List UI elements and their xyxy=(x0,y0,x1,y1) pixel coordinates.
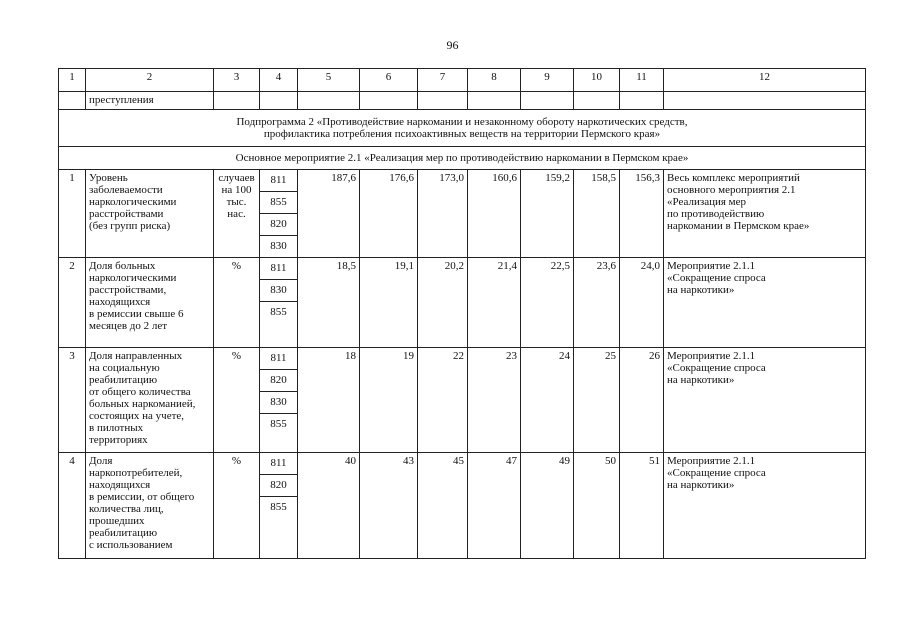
text-line: реабилитацию xyxy=(89,527,158,539)
text-line: Мероприятие 2.1.1 xyxy=(667,350,756,362)
value-cell: 19,1 xyxy=(360,258,418,348)
col-header: 6 xyxy=(360,69,418,92)
text-line: состоящих на учете, xyxy=(89,410,185,422)
text-line: Мероприятие 2.1.1 xyxy=(667,260,756,272)
budget-code: 855 xyxy=(260,192,297,214)
subprogram-heading xyxy=(59,110,866,147)
budget-code: 830 xyxy=(270,240,287,252)
text-line: Доля xyxy=(89,455,113,467)
text-line: основного мероприятия 2.1 xyxy=(667,184,796,196)
value-cell: 21,4 xyxy=(468,258,521,348)
col-header: 2 xyxy=(86,69,214,92)
budget-code: 811 xyxy=(260,348,297,370)
budget-codes xyxy=(260,453,298,559)
subprogram-line-2: профилактика потребления психоактивных веществ на территории Пермского края» xyxy=(263,128,661,140)
col-header: 4 xyxy=(260,69,298,92)
indicator-name xyxy=(86,348,214,453)
carry-over-text: преступления xyxy=(86,92,214,110)
text-line: месяцев до 2 лет xyxy=(89,320,168,332)
subprogram-line-1: Подпрограмма 2 «Противодействие наркомании и незаконному обороту наркотических средств, xyxy=(236,116,688,128)
text-line: наркопотребителей, xyxy=(89,467,183,479)
text-line: нас. xyxy=(227,208,246,220)
col-header: 1 xyxy=(59,69,86,92)
col-header: 7 xyxy=(418,69,468,92)
activity xyxy=(664,348,866,453)
text-line: реабилитацию xyxy=(89,374,158,386)
col-header: 12 xyxy=(664,69,866,92)
text-line: расстройствами xyxy=(89,208,164,220)
value-cell: 19 xyxy=(360,348,418,453)
value-cell: 159,2 xyxy=(521,170,574,258)
row-number: 1 xyxy=(59,170,86,258)
text-line: на социальную xyxy=(89,362,160,374)
text-line: на наркотики» xyxy=(667,284,735,296)
text-line: на наркотики» xyxy=(667,374,735,386)
budget-codes xyxy=(260,170,298,258)
value-cell: 23,6 xyxy=(574,258,620,348)
budget-code: 820 xyxy=(260,475,297,497)
activity xyxy=(664,258,866,348)
text-line: больных наркоманией, xyxy=(89,398,196,410)
text-line: на 100 xyxy=(221,184,252,196)
value-cell: 158,5 xyxy=(574,170,620,258)
col-header: 3 xyxy=(214,69,260,92)
main-activity-heading: Основное мероприятие 2.1 «Реализация мер по противодействию наркомании в Пермском крае» xyxy=(59,147,866,170)
text-line: территориях xyxy=(89,434,148,446)
value-cell: 176,6 xyxy=(360,170,418,258)
budget-codes xyxy=(260,348,298,453)
text-line: количества лиц, xyxy=(89,503,164,515)
indicator-row xyxy=(59,258,866,348)
text-line: находящихся xyxy=(89,296,151,308)
text-line: на наркотики» xyxy=(667,479,735,491)
indicator-name xyxy=(86,453,214,559)
text-line: по противодействию xyxy=(667,208,765,220)
col-header: 8 xyxy=(468,69,521,92)
unit xyxy=(214,453,260,559)
text-line: «Сокращение спроса xyxy=(667,272,766,284)
text-line: в ремиссии, от общего xyxy=(89,491,195,503)
value-cell: 18,5 xyxy=(298,258,360,348)
budget-code: 820 xyxy=(260,214,297,236)
text-line: (без групп риска) xyxy=(89,220,171,232)
code-stack xyxy=(260,258,297,323)
text-line: наркологическими xyxy=(89,272,177,284)
activity xyxy=(664,170,866,258)
main-activity-row xyxy=(59,147,866,170)
value-cell: 20,2 xyxy=(418,258,468,348)
text-line: Доля больных xyxy=(89,260,156,272)
col-header: 11 xyxy=(620,69,664,92)
budget-code: 855 xyxy=(270,418,287,430)
indicator-name xyxy=(86,170,214,258)
code-stack xyxy=(260,170,297,257)
row-number: 3 xyxy=(59,348,86,453)
value-cell: 22,5 xyxy=(521,258,574,348)
value-cell: 47 xyxy=(468,453,521,559)
text-line: «Сокращение спроса xyxy=(667,362,766,374)
value-cell: 24,0 xyxy=(620,258,664,348)
col-header: 10 xyxy=(574,69,620,92)
budget-code: 820 xyxy=(260,370,297,392)
text-line: от общего количества xyxy=(89,386,191,398)
text-line: % xyxy=(231,350,242,362)
budget-code: 811 xyxy=(260,258,297,280)
text-line: «Сокращение спроса xyxy=(667,467,766,479)
unit xyxy=(214,170,260,258)
value-cell: 22 xyxy=(418,348,468,453)
budget-code: 811 xyxy=(260,170,297,192)
text-line: Доля направленных xyxy=(89,350,183,362)
unit xyxy=(214,348,260,453)
indicator-row xyxy=(59,170,866,258)
column-number-row xyxy=(59,69,866,92)
budget-codes xyxy=(260,258,298,348)
text-line: % xyxy=(231,260,242,272)
text-line: заболеваемости xyxy=(89,184,163,196)
text-line: % xyxy=(231,455,242,467)
text-line: в пилотных xyxy=(89,422,144,434)
row-number: 4 xyxy=(59,453,86,559)
text-line: «Реализация мер xyxy=(667,196,746,208)
value-cell: 40 xyxy=(298,453,360,559)
value-cell: 26 xyxy=(620,348,664,453)
value-cell: 23 xyxy=(468,348,521,453)
indicator-row xyxy=(59,348,866,453)
text-line: в ремиссии свыше 6 xyxy=(89,308,184,320)
budget-code: 830 xyxy=(260,280,297,302)
page-number: 96 xyxy=(446,38,459,52)
value-cell: 187,6 xyxy=(298,170,360,258)
text-line: наркологическими xyxy=(89,196,177,208)
budget-code: 811 xyxy=(260,453,297,475)
value-cell: 50 xyxy=(574,453,620,559)
budget-code: 855 xyxy=(270,501,287,513)
budget-code: 855 xyxy=(270,306,287,318)
value-cell: 25 xyxy=(574,348,620,453)
value-cell: 51 xyxy=(620,453,664,559)
text-line: наркомании в Пермском крае» xyxy=(667,220,810,232)
value-cell: 49 xyxy=(521,453,574,559)
col-header: 9 xyxy=(521,69,574,92)
text-line: случаев xyxy=(218,172,255,184)
text-line: Весь комплекс мероприятий xyxy=(667,172,800,184)
value-cell: 18 xyxy=(298,348,360,453)
text-line: с использованием xyxy=(89,539,173,551)
text-line: расстройствами, xyxy=(89,284,167,296)
value-cell: 160,6 xyxy=(468,170,521,258)
code-stack xyxy=(260,453,297,518)
row-number: 2 xyxy=(59,258,86,348)
indicator-row xyxy=(59,453,866,559)
value-cell: 45 xyxy=(418,453,468,559)
text-line: Мероприятие 2.1.1 xyxy=(667,455,756,467)
code-stack xyxy=(260,348,297,435)
value-cell: 173,0 xyxy=(418,170,468,258)
carry-over-row xyxy=(59,92,866,110)
col-header: 5 xyxy=(298,69,360,92)
unit xyxy=(214,258,260,348)
subprogram-row xyxy=(59,110,866,147)
budget-code: 830 xyxy=(260,392,297,414)
value-cell: 156,3 xyxy=(620,170,664,258)
indicators-table xyxy=(58,68,866,559)
text-line: Уровень xyxy=(89,172,128,184)
activity xyxy=(664,453,866,559)
text-line: находящихся xyxy=(89,479,151,491)
text-line: тыс. xyxy=(226,196,247,208)
value-cell: 43 xyxy=(360,453,418,559)
indicator-name xyxy=(86,258,214,348)
text-line: прошедших xyxy=(89,515,145,527)
value-cell: 24 xyxy=(521,348,574,453)
